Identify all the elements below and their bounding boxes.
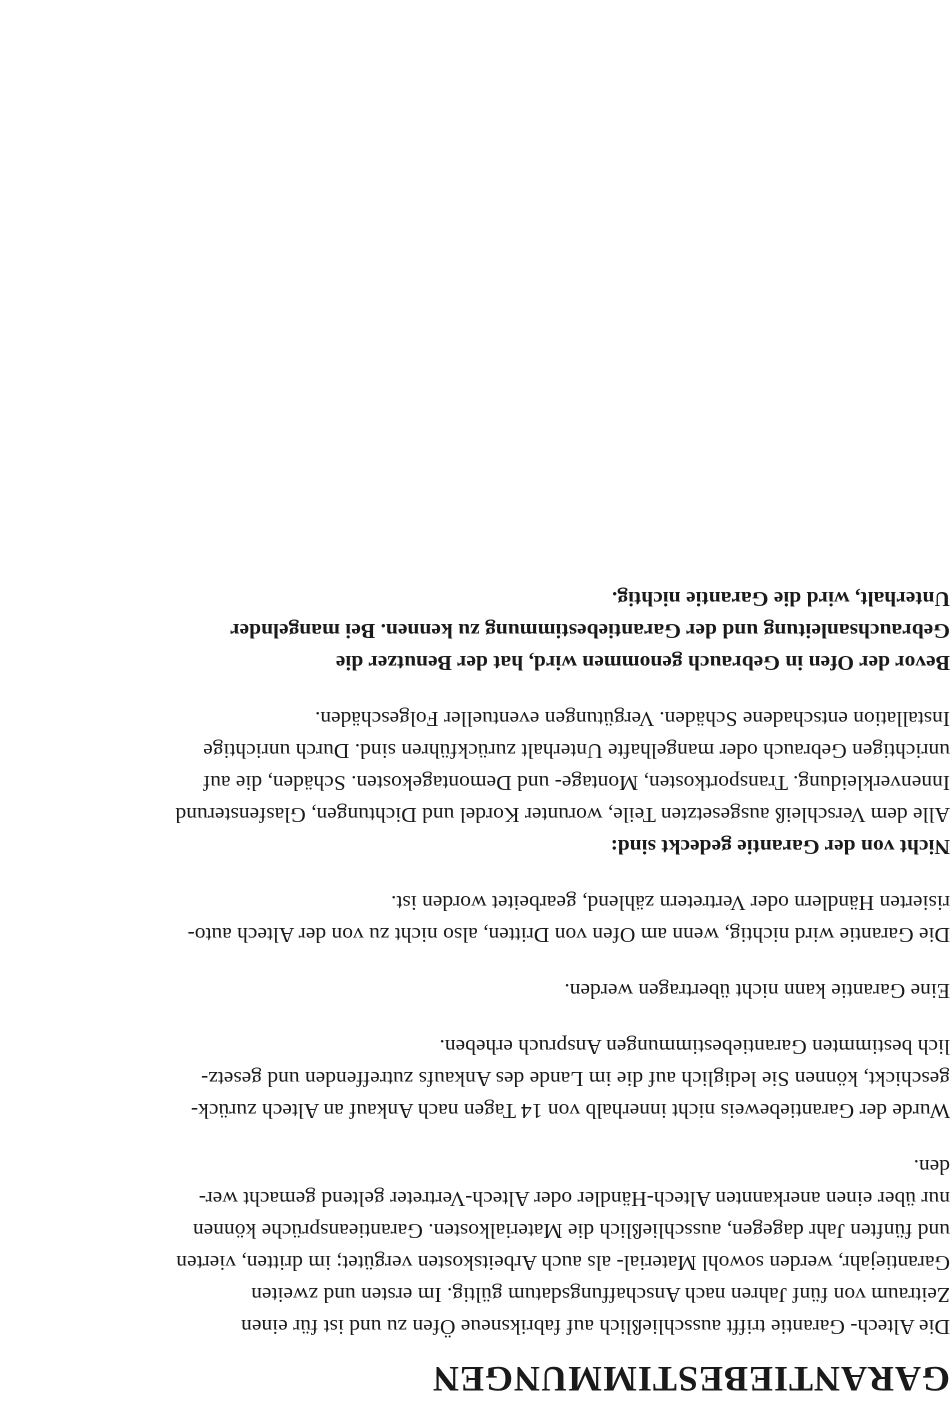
document-content xyxy=(0,583,950,1397)
text-line: Zeitraum von fünf Jahren nach Anschaffungsdatum gültig. Im ersten und zweiten xyxy=(251,1283,950,1307)
paragraph-non-transferable xyxy=(0,975,950,1007)
text-line: risierten Händlern oder Vertretern zählend, gearbeitet worden ist. xyxy=(391,891,950,915)
text-line: Bevor der Ofen in Gebrauch genommen wird, hat der Benutzer die xyxy=(335,651,950,675)
usage-notice xyxy=(0,583,950,679)
text-line: Eine Garantie kann nicht übertragen werden. xyxy=(564,979,950,1003)
text-line: den. xyxy=(913,1155,950,1179)
text-line: Unterhalt, wird die Garantie nichtig. xyxy=(611,587,950,611)
text-line: Garantiejahr, werden sowohl Material- als auch Arbeitskosten vergütet; im dritten, vierten xyxy=(176,1251,950,1275)
page-title: GARANTIEBESTIMMUNGEN xyxy=(431,1359,950,1399)
text-line: Die Garantie wird nichtig, wenn am Ofen von Dritten, also nicht zu von der Altech auto- xyxy=(187,923,950,947)
text-line: und fünften Jahr dagegen, ausschließlich die Materialkosten. Garantieansprüche können xyxy=(192,1219,950,1243)
text-line: Die Altech- Garantie trifft ausschließlich auf fabriksneue Öfen zu und ist für einen xyxy=(241,1315,950,1339)
text-line: unrichtigen Gebrauch oder mangelhafte Unterhalt zurückführen sind. Durch unrichtige xyxy=(203,739,950,763)
text-line: Alle dem Verschleiß ausgesetzten Teile, worunter Kordel und Dichtungen, Glasfensterund xyxy=(175,803,950,827)
paragraph-warranty-scope xyxy=(0,1151,950,1343)
paragraph-third-party-void xyxy=(0,887,950,951)
text-line: geschickt, können Sie lediglich auf die im Lande des Ankaufs zutreffenden und gesetz- xyxy=(201,1067,950,1091)
text-line: Installation entschadene Schäden. Vergütungen eventueller Folgeschäden. xyxy=(314,707,950,731)
paragraph-warranty-proof xyxy=(0,1031,950,1127)
text-line: nur über einen anerkannten Altech-Händler oder Altech-Vertreter geltend gemacht wer- xyxy=(198,1187,950,1211)
paragraph-exclusions xyxy=(0,703,950,831)
text-line: Gebrauchsanleitung und der Garantiebestimmung zu kennen. Bei mangelnder xyxy=(230,619,950,643)
exclusions-heading: Nicht von der Garantie gedeckt sind: xyxy=(610,835,950,859)
text-line: Innenverkleidung. Transportkosten, Montage- und Demontagekosten. Schäden, die auf xyxy=(203,771,950,795)
text-line: lich bestimmten Garantiebestimmungen Anspruch erheben. xyxy=(439,1035,950,1059)
text-line: Wurde der Garantiebeweis nicht innerhalb von 14 Tagen nach Ankauf an Altech zurück- xyxy=(190,1099,950,1123)
